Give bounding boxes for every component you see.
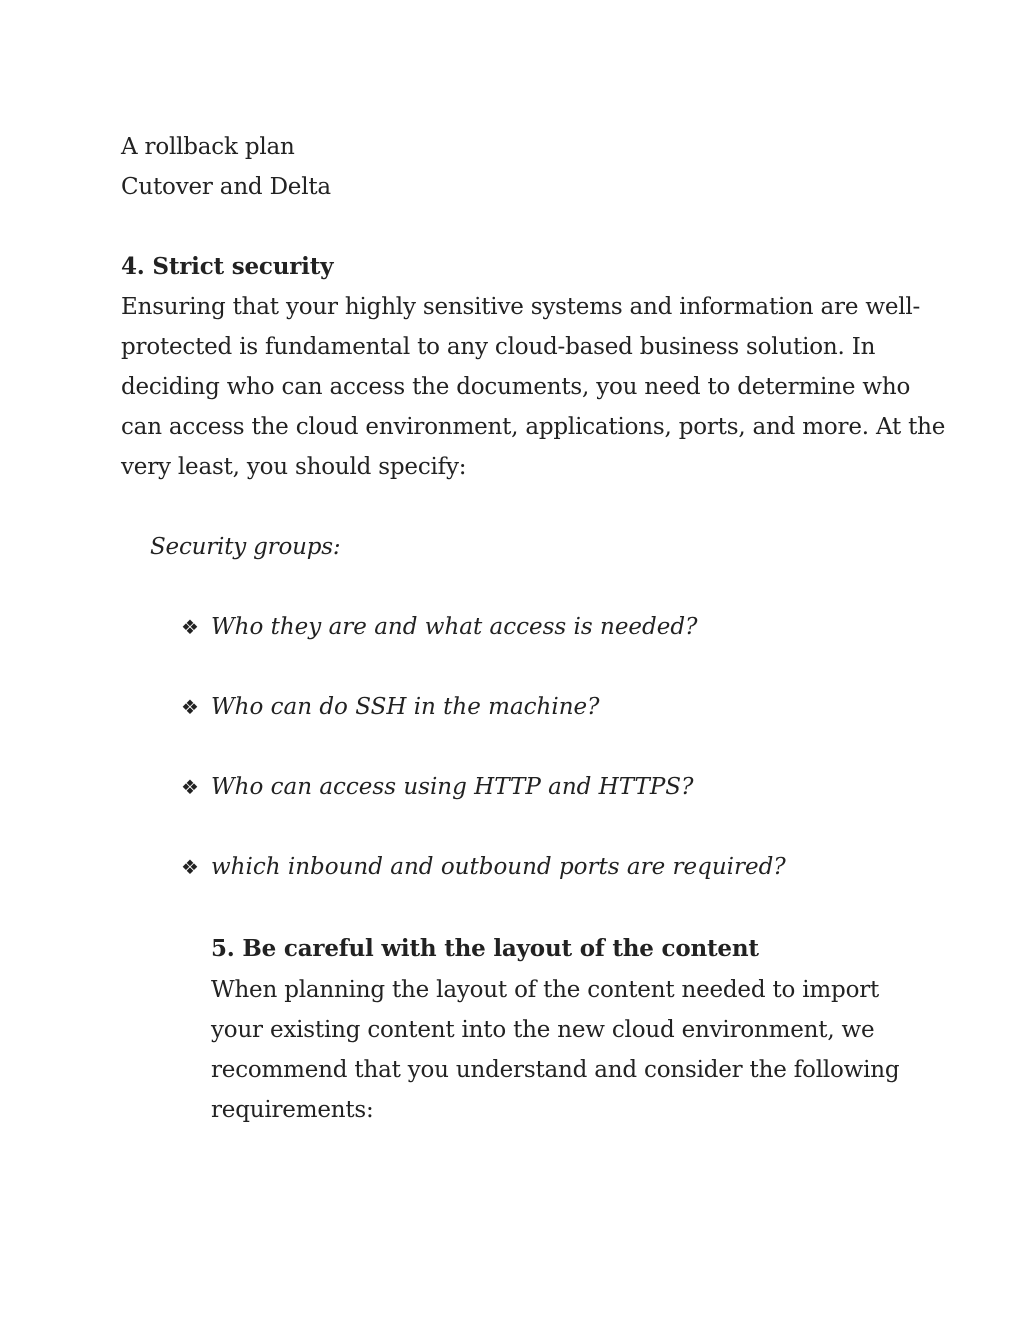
section-4-body-line: Ensuring that your highly sensitive systems and information are well- <box>121 294 921 320</box>
section-5-heading: 5. Be careful with the layout of the content <box>211 935 759 962</box>
bullet-item <box>181 687 599 727</box>
section-4-body-line: deciding who can access the documents, you need to determine who <box>121 374 911 400</box>
section-4-body-line: very least, you should specify: <box>121 454 467 480</box>
diamond-bullet-icon: ❖ <box>181 695 199 719</box>
bullet-item <box>181 847 786 887</box>
section-5-body-line: your existing content into the new cloud environment, we <box>211 1017 875 1043</box>
section-4-body-line: protected is fundamental to any cloud-based business solution. In <box>121 334 876 360</box>
bullet-text: Who can access using HTTP and HTTPS? <box>211 774 694 800</box>
bullet-item <box>181 607 697 647</box>
security-groups-subheading: Security groups: <box>150 534 341 560</box>
bullet-item <box>181 767 693 807</box>
bullet-text: Who they are and what access is needed? <box>211 614 698 640</box>
diamond-bullet-icon: ❖ <box>181 775 199 799</box>
section-4-heading: 4. Strict security <box>121 253 334 280</box>
section-5-body-line: When planning the layout of the content needed to import <box>211 977 880 1003</box>
diamond-bullet-icon: ❖ <box>181 855 199 879</box>
diamond-bullet-icon: ❖ <box>181 615 199 639</box>
list-item-cutover-delta: Cutover and Delta <box>121 174 331 200</box>
bullet-text: which inbound and outbound ports are required? <box>211 854 786 880</box>
section-5-body-line: recommend that you understand and consider the following <box>211 1057 900 1083</box>
section-5-body-line: requirements: <box>211 1097 374 1123</box>
section-4-body-line: can access the cloud environment, applications, ports, and more. At the <box>121 414 946 440</box>
list-item-rollback-plan: A rollback plan <box>121 134 295 160</box>
bullet-text: Who can do SSH in the machine? <box>211 694 600 720</box>
